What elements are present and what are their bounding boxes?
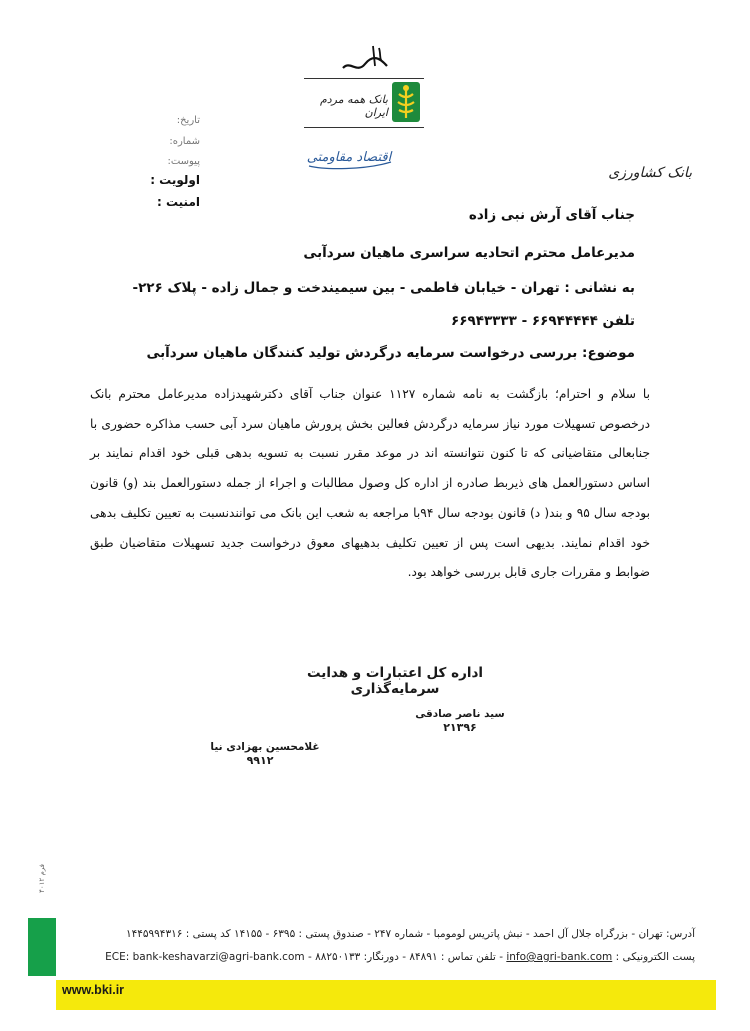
body-paragraph: با سلام و احترام؛ بازگشت به نامه شماره ۱۱۲۷ عنوان جناب آقای دکترشهیدزاده مدیرعامل محترم بانک درخصوص تسهیلات مورد نیاز سرمایه درگردش فعالین بخش پرورش ماهیان سرد آبی حسب مذاکره حضوری با جنابعالی متقاضیانی که تا کنون نتوانسته اند در موعد مقرر نسبت به تسویه بدهی قبلی خود اقدام نمایند بر اساس دستورالعمل های ذیربط صادره از اداره کل وصول مطالبات و اجراء از جمله دستورالعمل بند (و) قانون بودجه سال ۹۵ و بند( د) قانون بودجه سال ۹۴با مراجعه به شعب این بانک می توانندنسبت به تعیین تکلیف بدهی خود اقدام نمایند. بدیهی است پس از تعیین تکلیف بدهیهای معوق درخواست جدید تسهیلات متقاضیان طبق ضوابط و مقررات جاری قابل بررسی خواهد بود.	[90, 387, 650, 580]
attachment-label: پیوست:	[167, 156, 200, 167]
footer-contact	[105, 951, 695, 963]
bank-name: بانک کشاورزی	[608, 165, 692, 181]
recipient-address: به نشانی : تهران - خیابان فاطمی - بین سیمیندخت و جمال زاده - پلاک ۲۲۶-	[132, 280, 635, 296]
recipient-phone: تلفن ۶۶۹۴۴۴۴۴ - ۶۶۹۴۳۳۳۳	[450, 313, 635, 329]
phone-fax: - تلفن تماس : ۸۴۸۹۱ - دورنگار: ۸۸۲۵۰۱۳۳ -	[307, 951, 503, 963]
department-name: اداره کل اعتبارات و هدایت سرمایه‌گذاری	[306, 665, 484, 697]
bank-slogan: بانک همه مردم ایران	[319, 93, 388, 119]
footer-yellow-bar	[56, 980, 716, 1010]
footer-address: آدرس: تهران - بزرگراه جلال آل احمد - نبش پاتریس لومومبا - شماره ۲۴۷ - صندوق پستی : ۶۳۹۵ - ۱۴۱۵۵ کد پستی : ۱۴۴۵۹۹۴۳۱۶	[125, 928, 695, 940]
priority-label: اولویت :	[150, 173, 200, 187]
website-link[interactable]: www.bki.ir	[62, 983, 125, 997]
form-code: فرم ۴۰۱۲	[38, 864, 46, 893]
signer1-code: ۲۱۳۹۶	[443, 721, 477, 734]
email-link[interactable]: info@agri-bank.com	[506, 951, 613, 963]
ece-address: ECE: bank-keshavarzi@agri-bank.com	[105, 951, 305, 963]
green-side-strip	[28, 918, 56, 976]
economy-slogan: اقتصاد مقاومتی	[306, 150, 392, 165]
letter-body	[90, 380, 650, 588]
recipient-title: مدیرعامل محترم اتحادیه سراسری ماهیان سردآبی	[303, 245, 635, 261]
security-label: امنیت :	[156, 195, 200, 209]
signer1-name: سید ناصر صادقی	[415, 708, 505, 720]
number-label: شماره:	[169, 136, 200, 147]
signer2-code: ۹۹۱۲	[246, 754, 274, 767]
wheat-emblem-icon	[388, 80, 424, 124]
signature-scribble-icon	[335, 40, 395, 80]
email-label: پست الکترونیکی :	[615, 951, 695, 963]
letter-subject: موضوع: بررسی درخواست سرمایه درگردش تولید کنندگان ماهیان سردآبی	[146, 345, 635, 361]
date-label: تاریخ:	[176, 115, 200, 126]
signer2-name: غلامحسین بهزادی نیا	[210, 741, 320, 753]
recipient-name: جناب آقای آرش نبی زاده	[468, 207, 635, 223]
